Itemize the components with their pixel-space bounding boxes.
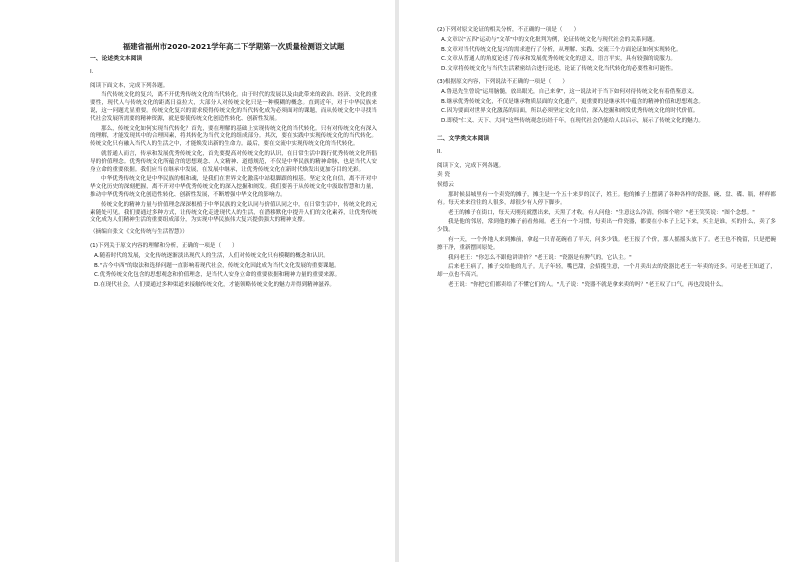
question-3-option-a: A.鲁迅先生曾说"运用脑髓，放出眼光，自己来拿"，这一说法对于当下如何对待传统文化有着借鉴意义。 xyxy=(441,88,698,95)
question-1-option-a: A.随着时代的发展，文化传统逐渐淡出现代人的生活，人们对传统文化只有模糊的概念和认识。 xyxy=(94,252,329,259)
story-paragraph: 后来老王病了，摊子交给他的儿子。儿子年轻，嘴巴甜，会招揽生意，一个月卖出去的瓷器比老王一年卖的还多。可是老王知道了，却一点也不高兴。 xyxy=(437,264,776,279)
document-page-left xyxy=(0,0,395,562)
story-paragraph: 那时候县城里有一个卖瓷的摊子，摊主是一个五十来岁的汉子，姓王。他的摊子上摆满了各种各样的瓷器，碗、盘、碟、瓶，样样都有。每天来来往往的人很多，却很少有人停下脚步。 xyxy=(437,191,776,206)
story-paragraph: 我问老王："你怎么不跟他讲讲价？"老王说："瓷器是有脾气的，它认主。" xyxy=(448,254,632,261)
question-1-option-d: D.在现代社会，人们要通过多种渠道来接触传统文化，才能领略传统文化的魅力并得到精神滋养。 xyxy=(94,282,336,289)
roman-numeral-2: II. xyxy=(437,148,443,155)
source-citation: （摘编自张文《文化传统与生活智慧》） xyxy=(90,229,188,236)
question-2: (2)下列对原文论证的相关分析，不正确的一项是（ ） xyxy=(437,27,580,33)
story-paragraph: 我是他的邻居，常到他的摊子前看热闹。老王有一个习惯，每卖出一件瓷器，都要在小本子上记下来，买主是谁，买的什么，卖了多少钱。 xyxy=(437,219,776,234)
question-3: (3)根据原文内容，下列说法不正确的一项是（ ） xyxy=(437,78,568,85)
question-3-option-b: B.继承优秀传统文化，不仅是继承物质层面的文化遗产，更重要的是继承其中蕴含的精神价值和思想观念。 xyxy=(441,98,704,105)
question-3-option-d: D.即使"仁义、天下、大同"这些传统观念历经千年，在现代社会仍能给人以启示，展示了传统文化的魅力。 xyxy=(441,118,704,125)
left-column xyxy=(90,28,377,292)
question-1-option-b: B."古今中西"的取法和选择问题一直影响着现代社会，传统文化因此成为当代文化发展的重要课题。 xyxy=(94,262,340,269)
question-1-option-c: C.优秀传统文化包含的思想观念和价值理念，是当代人安身立命的重要依据和精神力量的重要来源。 xyxy=(94,272,341,279)
question-2-option-b: B.文章对当代传统文化复兴的需求进行了分析，从理解、实践、交流三个方面论证如何实现转化。 xyxy=(441,46,682,53)
document-title: 福建省福州市2020-2021学年高二下学期第一次质量检测语文试题 xyxy=(122,42,345,51)
reading-instruction-2: 阅读下文，完成下列各题。 xyxy=(437,162,505,169)
story-paragraph: 有一天，一个外地人来到摊前，拿起一只青花碗看了半天，问多少钱。老王报了个价，那人摇摇头放下了。老王也不挽留，只是把碗擦干净，重新摆回原处。 xyxy=(437,236,776,251)
section-heading-1: 一、论述类文本阅读 xyxy=(90,56,143,62)
story-title: 卖 瓷 xyxy=(437,172,450,179)
paragraph: 当代传统文化的复兴，离不开优秀传统文化的当代转化。由于时代的发展以及由此带来的政治、经济、文化的重要性，现代人与传统文化的距离日益拉大，大部分人对传统文化只是一种模糊的概念。直到近年，对于中华民族来说，这一问题尤显重要。传统文化复兴的需求使得传统文化的当代转化成为必须面对的课题，而从传统文化中寻找当代社会发展所需要的精神资源，就是要使传统文化创造性转化、创新性发展。 xyxy=(90,92,377,122)
document-page-right xyxy=(399,0,794,562)
question-3-option-c: C.因为要面对世界文化激荡的局面，所以必须坚定文化自信，深入挖掘和阐发优秀传统文化的时代价值。 xyxy=(441,108,699,115)
question-2-option-a: A.文章以"五四"运动与"文革"中的文化批判为例，论证传统文化与现代社会的关系问题。 xyxy=(441,36,659,43)
question-2-option-c: C.文章从普通人的角度论述了传承和发展优秀传统文化的意义，语言平实，具有较强的说服力。 xyxy=(441,56,677,63)
paragraph: 那么，传统文化如何实现当代转化？首先，要在理解的基础上实现传统文化的当代转化。只有对传统文化有深入的理解，才能发现其中的合理因素，将其转化为当代文化的组成部分。其次，要在实践中实现传统文化的当代转化。传统文化只有融入当代人的生活之中，才能焕发出新的生命力。最后，要在交流中实现传统文化的当代转化。 xyxy=(90,125,377,148)
question-2-option-d: D.文章将传统文化与当代生活紧密结合进行论述，论证了传统文化当代转化的必要性和可能性。 xyxy=(441,66,677,73)
story-paragraph: 老王的摊子在街口，每天天刚亮就摆出来，天黑了才收。有人问他："生意这么冷清，你图个啥？"老王笑笑说："图个念想。" xyxy=(448,209,755,216)
roman-numeral-1: I. xyxy=(90,68,94,75)
paragraph: 就普通人而言，传承和发展优秀传统文化，首先要提高对传统文化的认识，在日常生活中践行优秀传统文化所倡导的价值理念。优秀传统文化所蕴含的思想观念、人文精神、道德规范，不仅是中华民族的精神命脉，也是当代人安身立命的重要依据。我们应当在继承中发展，在发展中继承，让优秀传统文化在新时代焕发出更加夺目的光彩。 xyxy=(90,150,377,173)
question-1: (1)下列关于原文内容的理解和分析，正确的一项是（ ） xyxy=(90,242,238,249)
section-heading-2: 二、文学类文本阅读 xyxy=(437,135,490,142)
story-paragraph: 老王说："你把它们都卖给了不懂它们的人。"儿子说："瓷器不就是拿来卖的吗？"老王叹了口气，再也没说什么。 xyxy=(448,281,727,288)
reading-instruction-1: 阅读下面文本，完成下列各题。 xyxy=(90,82,169,89)
story-author: 侯德云 xyxy=(437,182,454,189)
paragraph: 中华优秀传统文化是中华民族的根和魂，是我们在世界文化激荡中站稳脚跟的根基。坚定文化自信，离不开对中华文化历史的深刻把握，离不开对中华优秀传统文化的深入挖掘和阐发。我们要善于从传统文化中汲取智慧和力量，推动中华优秀传统文化创造性转化、创新性发展，不断增强中华文化的影响力。 xyxy=(90,176,377,198)
paragraph: 传统文化的精神力量与价值理念深深根植于中华民族的文化认同与价值认同之中，在日常生活中，传统文化的元素随处可见。我们要通过多种方式，让传统文化走进现代人的生活，在潜移默化中提升人们的文化素养，让优秀传统文化成为人们精神生活的重要组成部分，为实现中华民族伟大复兴提供强大的精神支撑。 xyxy=(90,201,377,224)
right-column xyxy=(437,22,776,292)
